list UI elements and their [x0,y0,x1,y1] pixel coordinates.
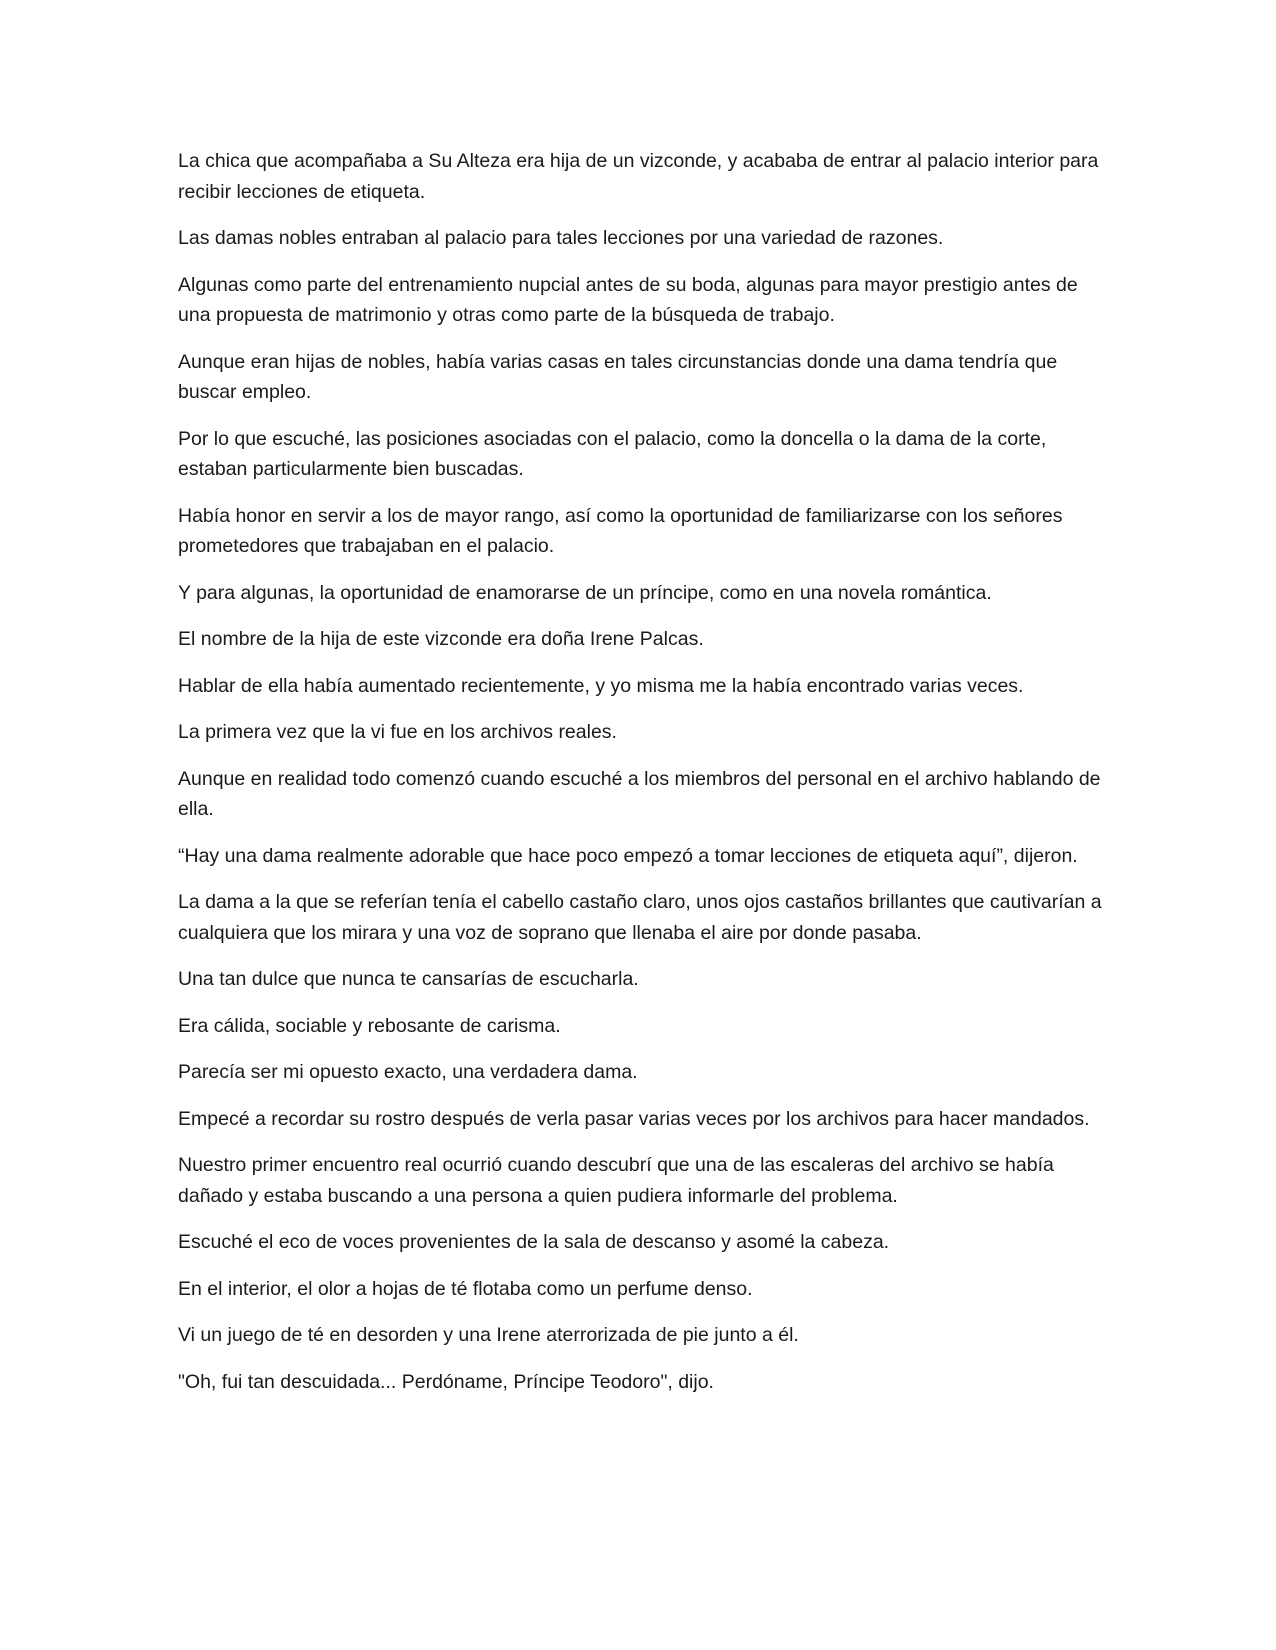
paragraph: La primera vez que la vi fue en los archivos reales. [178,721,617,743]
paragraph: Nuestro primer encuentro real ocurrió cuando descubrí que una de las escaleras del archivo se había dañado y estaba buscando a una persona a quien pudiera informarle del problema. [178,1154,1054,1207]
paragraph: "Oh, fui tan descuidada... Perdóname, Príncipe Teodoro", dijo. [178,1370,714,1393]
paragraph: Una tan dulce que nunca te cansarías de escucharla. [178,968,639,990]
paragraph: Aunque eran hijas de nobles, había varias casas en tales circunstancias donde una dama tendría que buscar empleo. [178,350,1058,403]
document-body [178,146,1106,1397]
paragraph: El nombre de la hija de este vizconde era doña Irene Palcas. [178,628,704,650]
paragraph: Por lo que escuché, las posiciones asociadas con el palacio, como la doncella o la dama de la corte, estaban particularmente bien buscadas. [178,427,1047,480]
paragraph: Vi un juego de té en desorden y una Irene aterrorizada de pie junto a él. [178,1324,799,1346]
paragraph: Y para algunas, la oportunidad de enamorarse de un príncipe, como en una novela romántica. [178,581,992,604]
paragraph: Había honor en servir a los de mayor rango, así como la oportunidad de familiarizarse con los señores prometedores que trabajaban en el palacio. [178,504,1063,557]
paragraph: La chica que acompañaba a Su Alteza era hija de un vizconde, y acababa de entrar al palacio interior para recibir lecciones de etiqueta. [178,150,1099,203]
paragraph: Parecía ser mi opuesto exacto, una verdadera dama. [178,1061,638,1083]
paragraph: Era cálida, sociable y rebosante de carisma. [178,1014,561,1037]
paragraph: La dama a la que se referían tenía el cabello castaño claro, unos ojos castaños brillantes que cautivarían a cualquiera que los mirara y una voz de soprano que llenaba el aire por donde pasaba. [178,891,1102,944]
paragraph: Hablar de ella había aumentado recientemente, y yo misma me la había encontrado varias veces. [178,674,1024,697]
paragraph: Las damas nobles entraban al palacio para tales lecciones por una variedad de razones. [178,227,944,249]
paragraph: Aunque en realidad todo comenzó cuando escuché a los miembros del personal en el archivo hablando de ella. [178,767,1101,820]
paragraph: Empecé a recordar su rostro después de verla pasar varias veces por los archivos para hacer mandados. [178,1107,1090,1130]
paragraph: Escuché el eco de voces provenientes de la sala de descanso y asomé la cabeza. [178,1231,890,1253]
paragraph: “Hay una dama realmente adorable que hace poco empezó a tomar lecciones de etiqueta aquí”, dijeron. [178,844,1078,867]
paragraph: En el interior, el olor a hojas de té flotaba como un perfume denso. [178,1277,753,1300]
paragraph: Algunas como parte del entrenamiento nupcial antes de su boda, algunas para mayor prestigio antes de una propuesta de matrimonio y otras como parte de la búsqueda de trabajo. [178,273,1078,326]
